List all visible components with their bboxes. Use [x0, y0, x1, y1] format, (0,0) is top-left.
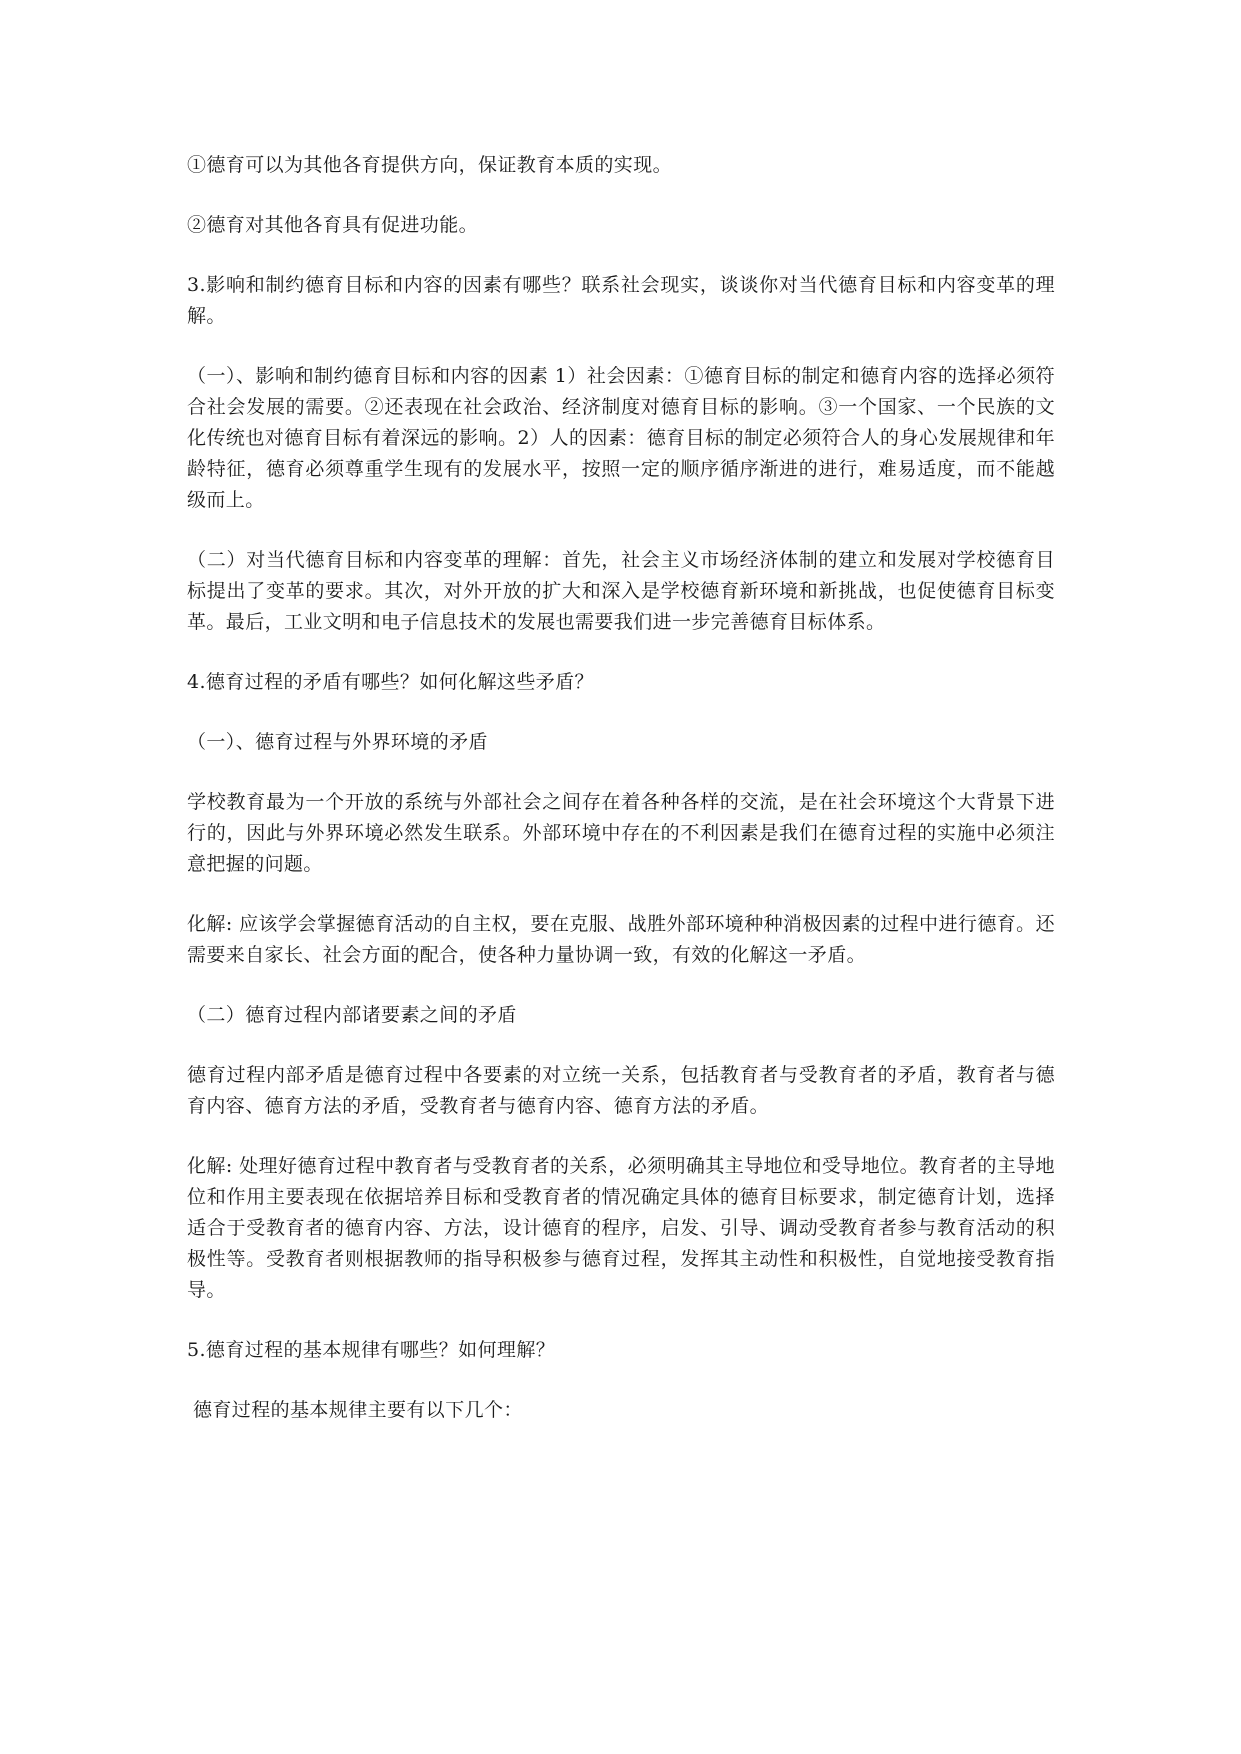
paragraph-internal-resolution: 化解: 处理好德育过程中教育者与受教育者的关系，必须明确其主导地位和受导地位。教育者的主导地位和作用主要表现在依据培养目标和受教育者的情况确定具体的德育目标要求，制定德育计划，选择适合于受教育者的德育内容、方法，设计德育的程序，启发、引导、调动受教育者参与教育活动的积极性等。受教育者则根据教师的指导积极参与德育过程，发挥其主动性和积极性，自觉地接受教育指导。: [187, 1155, 1055, 1301]
paragraph-external-contradiction: 学校教育最为一个开放的系统与外部社会之间存在着各种各样的交流，是在社会环境这个大背景下进行的，因此与外界环境必然发生联系。外部环境中存在的不利因素是我们在德育过程的实施中必须注意把握的问题。: [187, 791, 1055, 875]
paragraph-function-promote: ②德育对其他各育具有促进功能。: [187, 214, 479, 236]
paragraph-factors: （一）、影响和制约德育目标和内容的因素 1）社会因素：①德育目标的制定和德育内容的选择必须符合社会发展的需要。②还表现在社会政治、经济制度对德育目标的影响。③一个国家、一个民族的文化传统也对德育目标有着深远的影响。2）人的因素：德育目标的制定必须符合人的身心发展规律和年龄特征，德育必须尊重学生现有的发展水平，按照一定的顺序循序渐进的进行，难易适度，而不能越级而上。: [187, 365, 1055, 511]
paragraph-basic-laws-intro: 德育过程的基本规律主要有以下几个：: [193, 1399, 523, 1421]
question-3-heading: 3.影响和制约德育目标和内容的因素有哪些？联系社会现实，谈谈你对当代德育目标和内容变革的理解。: [187, 274, 1055, 327]
subheading-external-contradiction: （一）、德育过程与外界环境的矛盾: [187, 731, 488, 753]
paragraph-function-direction: ①德育可以为其他各育提供方向，保证教育本质的实现。: [187, 154, 673, 176]
paragraph-internal-contradiction: 德育过程内部矛盾是德育过程中各要素的对立统一关系，包括教育者与受教育者的矛盾，教育者与德育内容、德育方法的矛盾，受教育者与德育内容、德育方法的矛盾。: [187, 1064, 1055, 1117]
paragraph-external-resolution: 化解: 应该学会掌握德育活动的自主权，要在克服、战胜外部环境种种消极因素的过程中进行德育。还需要来自家长、社会方面的配合，使各种力量协调一致，有效的化解这一矛盾。: [187, 913, 1055, 966]
document-body: [187, 150, 1055, 1455]
question-5-heading: 5.德育过程的基本规律有哪些？如何理解？: [187, 1339, 556, 1361]
question-4-heading: 4.德育过程的矛盾有哪些？如何化解这些矛盾？: [187, 671, 594, 693]
subheading-internal-contradiction: （二）德育过程内部诸要素之间的矛盾: [187, 1004, 517, 1026]
paragraph-reform-understanding: （二）对当代德育目标和内容变革的理解：首先，社会主义市场经济体制的建立和发展对学校德育目标提出了变革的要求。其次，对外开放的扩大和深入是学校德育新环境和新挑战，也促使德育目标变革。最后，工业文明和电子信息技术的发展也需要我们进一步完善德育目标体系。: [187, 549, 1055, 633]
